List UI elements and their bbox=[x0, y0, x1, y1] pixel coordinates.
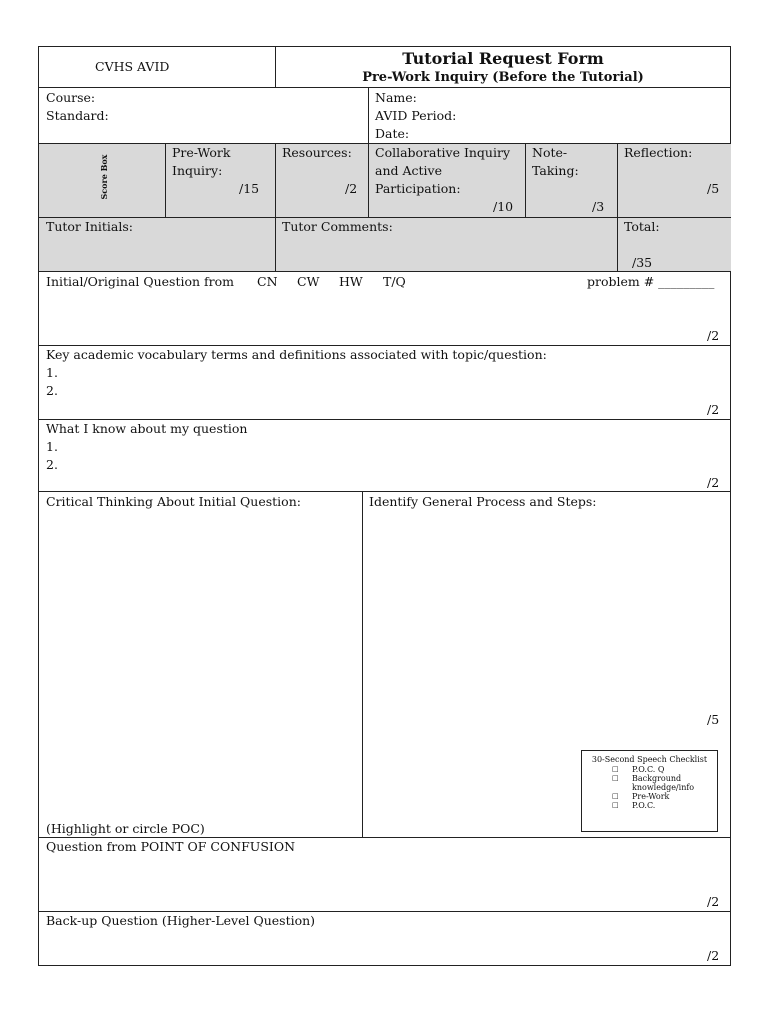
poc-question-label: Question from POINT OF CONFUSION bbox=[46, 839, 296, 854]
org-name: CVHS AVID bbox=[95, 59, 170, 74]
vocab-item-1[interactable]: 1. bbox=[46, 365, 58, 380]
poc-question-area[interactable] bbox=[39, 856, 731, 906]
checkbox-icon[interactable]: □ bbox=[612, 792, 619, 800]
hw-option[interactable]: HW bbox=[339, 274, 363, 289]
tutorial-request-form bbox=[38, 46, 731, 966]
process-area[interactable] bbox=[363, 511, 731, 711]
backup-question-area[interactable] bbox=[39, 930, 731, 960]
collab-label: Participation: bbox=[375, 181, 461, 196]
divider bbox=[39, 491, 731, 492]
note-taking-label: Note- bbox=[532, 145, 568, 160]
prework-label: Pre-Work bbox=[172, 145, 231, 160]
tq-option[interactable]: T/Q bbox=[383, 274, 406, 289]
initial-question-label: Initial/Original Question from bbox=[46, 274, 235, 289]
reflection-max[interactable]: /5 bbox=[707, 181, 720, 196]
total-max[interactable]: /35 bbox=[632, 255, 653, 270]
standard-field[interactable]: Standard: bbox=[46, 108, 109, 123]
know-max: /2 bbox=[707, 475, 720, 490]
divider bbox=[368, 87, 369, 143]
know-item-2[interactable]: 2. bbox=[46, 457, 58, 472]
reflection-label: Reflection: bbox=[624, 145, 693, 160]
divider bbox=[368, 143, 369, 217]
cw-option[interactable]: CW bbox=[297, 274, 320, 289]
critical-thinking-area[interactable] bbox=[39, 511, 362, 819]
resources-max[interactable]: /2 bbox=[345, 181, 358, 196]
know-item-1[interactable]: 1. bbox=[46, 439, 58, 454]
collab-label: and Active bbox=[375, 163, 442, 178]
problem-number-field[interactable]: problem # _________ bbox=[587, 274, 715, 289]
vocab-item-2[interactable]: 2. bbox=[46, 383, 58, 398]
backup-question-label: Back-up Question (Higher-Level Question) bbox=[46, 913, 316, 928]
divider bbox=[617, 143, 618, 271]
score-box-label: Score Box bbox=[99, 154, 109, 200]
checklist-item[interactable]: □ P.O.C. Q bbox=[612, 765, 665, 774]
total-label: Total: bbox=[624, 219, 660, 234]
date-field[interactable]: Date: bbox=[375, 126, 410, 141]
prework-label: Inquiry: bbox=[172, 163, 223, 178]
checkbox-icon[interactable]: □ bbox=[612, 801, 619, 809]
divider bbox=[39, 271, 731, 272]
backup-question-max: /2 bbox=[707, 948, 720, 963]
vocab-max: /2 bbox=[707, 402, 720, 417]
critical-thinking-label: Critical Thinking About Initial Question: bbox=[46, 494, 301, 509]
avid-period-field[interactable]: AVID Period: bbox=[375, 108, 457, 123]
note-taking-max[interactable]: /3 bbox=[592, 199, 605, 214]
checkbox-icon[interactable]: □ bbox=[612, 774, 619, 782]
poc-question-max: /2 bbox=[707, 894, 720, 909]
cn-option[interactable]: CN bbox=[257, 274, 278, 289]
note-taking-label: Taking: bbox=[532, 163, 579, 178]
critical-thinking-note: (Highlight or circle POC) bbox=[46, 821, 205, 836]
tutor-comments-label[interactable]: Tutor Comments: bbox=[282, 219, 393, 234]
form-title: Tutorial Request Form bbox=[402, 49, 604, 68]
checkbox-icon[interactable]: □ bbox=[612, 765, 619, 773]
checklist-item[interactable]: □ Background knowledge/info bbox=[612, 774, 695, 792]
checklist-title: 30-Second Speech Checklist bbox=[591, 755, 708, 764]
resources-label: Resources: bbox=[282, 145, 352, 160]
divider bbox=[275, 143, 276, 271]
collab-max[interactable]: /10 bbox=[493, 199, 514, 214]
divider bbox=[39, 87, 731, 88]
process-label: Identify General Process and Steps: bbox=[369, 494, 597, 509]
divider bbox=[165, 143, 166, 217]
initial-question-max: /2 bbox=[707, 328, 720, 343]
speech-checklist bbox=[581, 750, 718, 832]
collab-label: Collaborative Inquiry bbox=[375, 145, 511, 160]
process-max: /5 bbox=[707, 712, 720, 727]
name-field[interactable]: Name: bbox=[375, 90, 417, 105]
divider bbox=[525, 143, 526, 217]
know-label: What I know about my question bbox=[46, 421, 248, 436]
checklist-item[interactable]: □ Pre-Work bbox=[612, 792, 670, 801]
prework-max[interactable]: /15 bbox=[239, 181, 260, 196]
vocab-label: Key academic vocabulary terms and definitions associated with topic/question: bbox=[46, 347, 547, 362]
form-subtitle: Pre-Work Inquiry (Before the Tutorial) bbox=[362, 70, 644, 85]
checklist-item[interactable]: □ P.O.C. bbox=[612, 801, 656, 810]
course-field[interactable]: Course: bbox=[46, 90, 96, 105]
tutor-initials-label[interactable]: Tutor Initials: bbox=[46, 219, 133, 234]
